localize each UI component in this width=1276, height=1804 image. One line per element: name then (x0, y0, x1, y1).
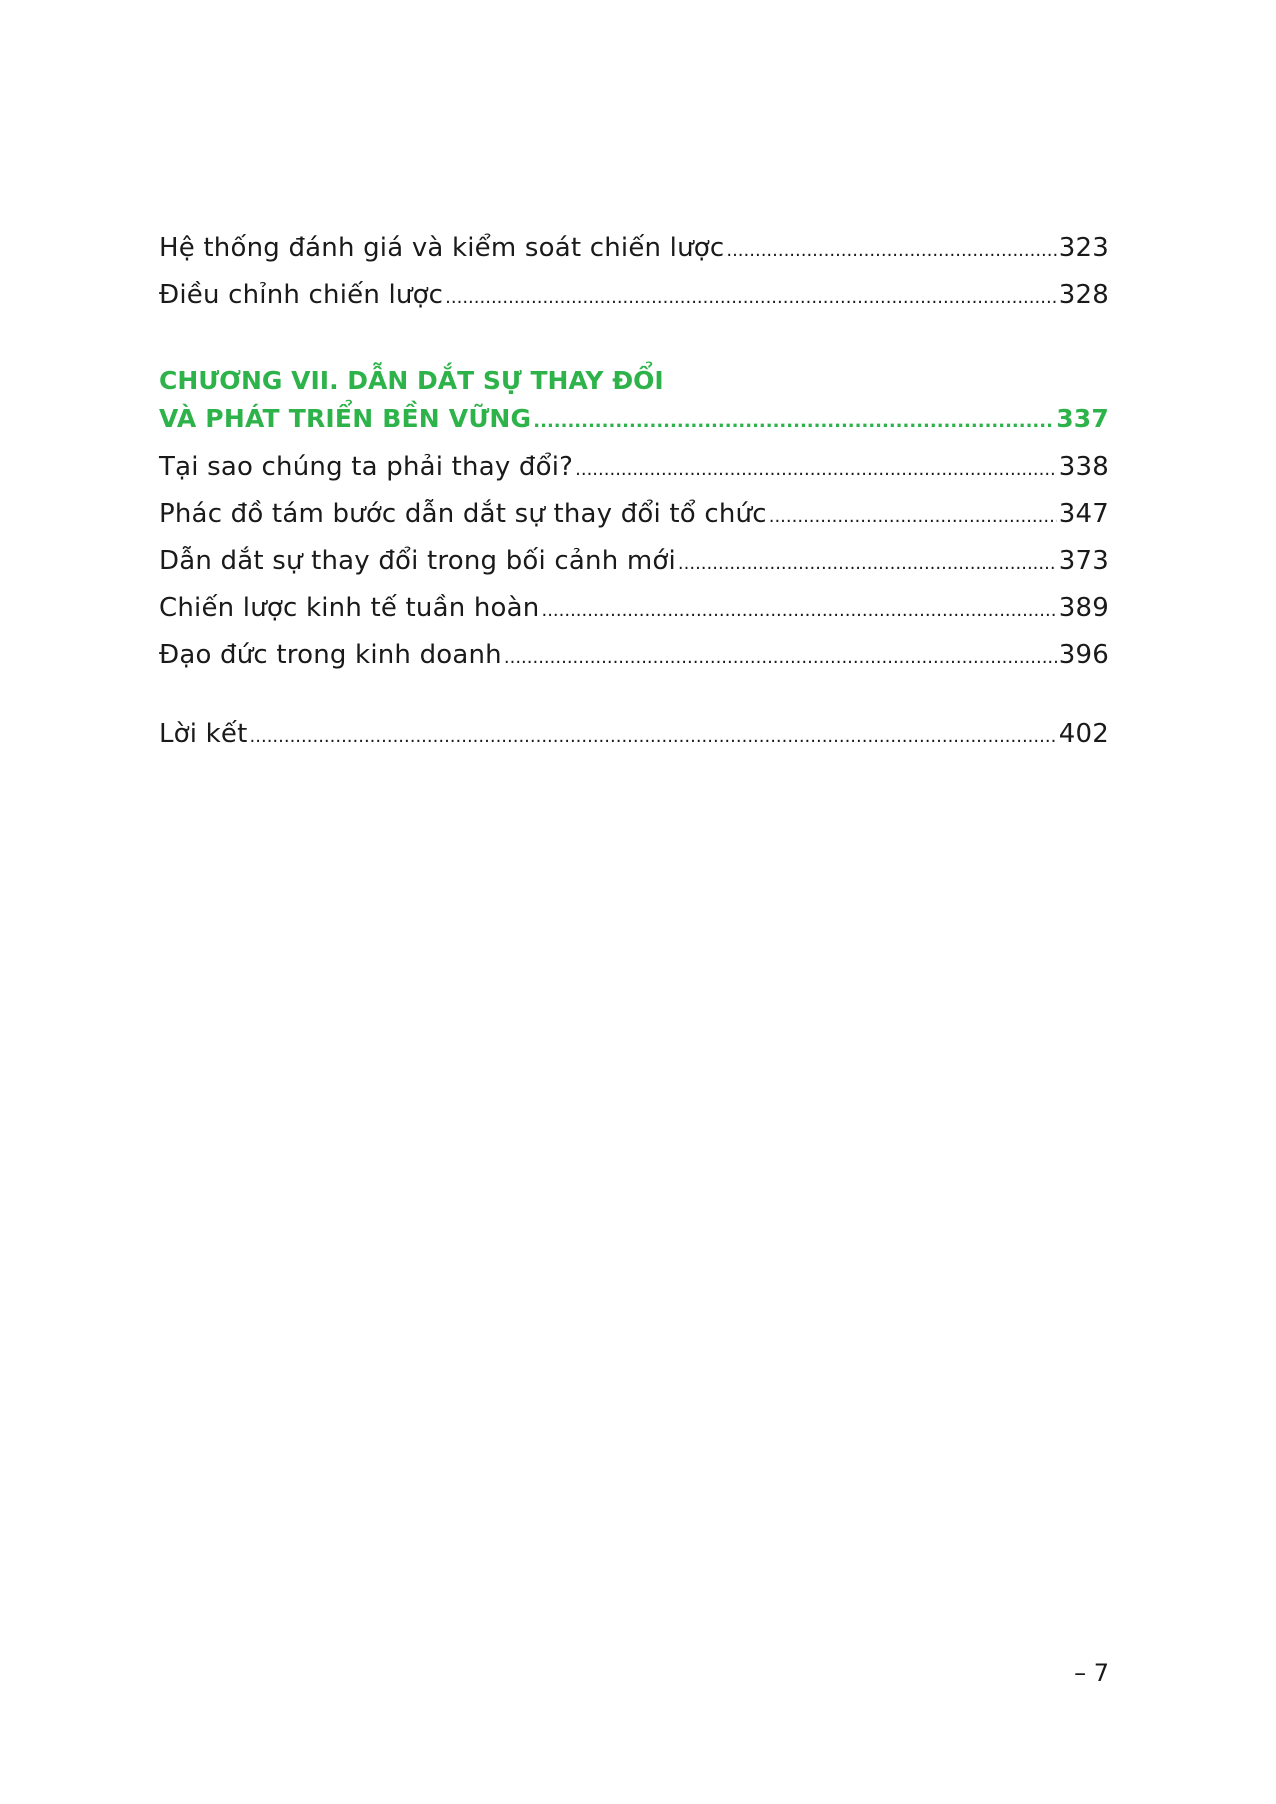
toc-entry-title: Dẫn dắt sự thay đổi trong bối cảnh mới (159, 546, 676, 576)
toc-entry[interactable] (159, 494, 1109, 534)
dot-leader (678, 541, 1057, 584)
toc-entry[interactable] (159, 275, 1109, 315)
toc-entry-page: 389 (1058, 593, 1109, 623)
toc-entry[interactable] (159, 447, 1109, 487)
toc-entry-closing[interactable] (159, 714, 1109, 754)
dot-leader (250, 714, 1057, 757)
dot-leader (533, 399, 1054, 442)
toc-entry-page: 323 (1058, 233, 1109, 263)
dot-leader (445, 275, 1057, 318)
page-number: – 7 (1074, 1659, 1109, 1687)
toc-entry-title: Lời kết (159, 719, 248, 749)
chapter-page: 337 (1056, 404, 1109, 433)
toc-entry[interactable] (159, 228, 1109, 268)
toc-entry-page: 347 (1058, 499, 1109, 529)
toc-entry[interactable] (159, 635, 1109, 675)
toc-entry-page: 328 (1058, 280, 1109, 310)
chapter-heading[interactable] (159, 399, 1109, 439)
toc-entry-title: Điều chỉnh chiến lược (159, 280, 444, 310)
toc-entry-title: Tại sao chúng ta phải thay đổi? (159, 452, 574, 482)
dot-leader (726, 228, 1056, 271)
dot-leader (575, 447, 1057, 490)
toc-entry[interactable] (159, 541, 1109, 581)
dot-leader (541, 588, 1056, 631)
dot-leader (769, 494, 1057, 537)
toc-entry-page: 402 (1058, 719, 1109, 749)
toc-entry-title: Hệ thống đánh giá và kiểm soát chiến lược (159, 233, 725, 263)
toc-entry[interactable] (159, 588, 1109, 628)
toc-entry-page: 396 (1058, 640, 1109, 670)
toc-entry-title: Chiến lược kinh tế tuần hoàn (159, 593, 540, 623)
toc-entry-title: Đạo đức trong kinh doanh (159, 640, 502, 670)
chapter-heading-line1[interactable]: CHƯƠNG VII. DẪN DẮT SỰ THAY ĐỔI (159, 366, 664, 395)
toc-entry-title: Phác đồ tám bước dẫn dắt sự thay đổi tổ chức (159, 499, 767, 529)
toc-entry-page: 338 (1058, 452, 1109, 482)
dot-leader (504, 635, 1057, 678)
chapter-heading-line2: VÀ PHÁT TRIỂN BỀN VỮNG (159, 404, 532, 433)
toc-entry-page: 373 (1058, 546, 1109, 576)
